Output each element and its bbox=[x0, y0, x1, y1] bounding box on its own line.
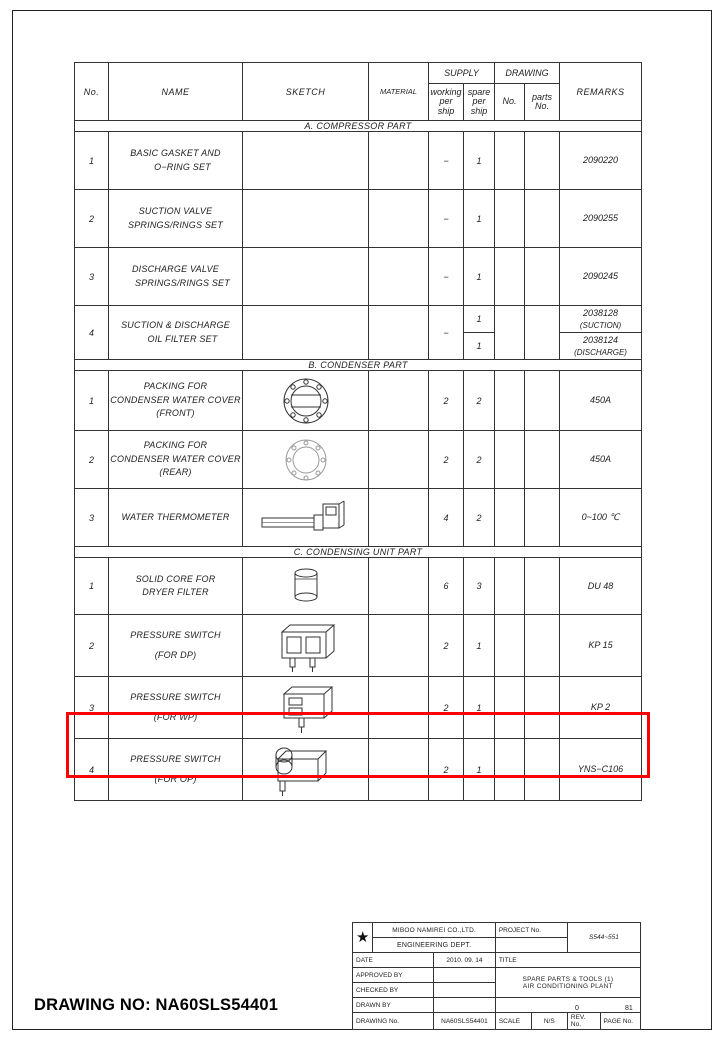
row-name bbox=[109, 248, 243, 306]
table-row bbox=[75, 190, 642, 248]
table-row bbox=[75, 677, 642, 739]
drawing-no-value: NA60SLS54401 bbox=[434, 1013, 496, 1030]
row-remarks: 450A bbox=[560, 431, 642, 489]
row-name bbox=[109, 739, 243, 801]
row-material bbox=[369, 558, 429, 615]
scale-value: N/S bbox=[531, 1013, 567, 1030]
row-drawing-no bbox=[495, 558, 525, 615]
row-no: 4 bbox=[75, 739, 109, 801]
date-label: DATE bbox=[353, 953, 434, 968]
parts-table bbox=[74, 62, 642, 801]
title-block-row-company bbox=[353, 923, 641, 938]
header-drawing: DRAWING bbox=[495, 63, 560, 84]
row-name-line2: DRYER FILTER bbox=[142, 587, 209, 597]
row-parts-no bbox=[525, 739, 560, 801]
row-name-line2: SPRINGS/RINGS SET bbox=[135, 277, 230, 288]
row-spare-b: 1 bbox=[464, 333, 495, 360]
row-remarks: KP 15 bbox=[560, 615, 642, 677]
section-header-c bbox=[75, 547, 642, 558]
row-name-line1: PRESSURE SWITCH bbox=[130, 692, 221, 702]
row-working: − bbox=[429, 248, 464, 306]
row-spare: 1 bbox=[464, 132, 495, 190]
table-row bbox=[75, 431, 642, 489]
header-drawing-parts-no: parts No. bbox=[525, 84, 560, 121]
row-material bbox=[369, 306, 429, 360]
row-name-line1: PRESSURE SWITCH bbox=[130, 630, 221, 640]
row-name-line2: O−RING SET bbox=[154, 161, 211, 172]
row-sketch bbox=[243, 132, 369, 190]
row-spare: 2 bbox=[464, 371, 495, 431]
row-parts-no bbox=[525, 615, 560, 677]
row-working: 4 bbox=[429, 489, 464, 547]
row-name bbox=[109, 489, 243, 547]
row-sketch bbox=[243, 558, 369, 615]
row-material bbox=[369, 739, 429, 801]
section-title: C. CONDENSING UNIT PART bbox=[75, 547, 642, 558]
row-name bbox=[109, 677, 243, 739]
row-spare-a: 1 bbox=[464, 306, 495, 333]
table-row bbox=[75, 132, 642, 190]
row-spare: 1 bbox=[464, 248, 495, 306]
table-row bbox=[75, 739, 642, 801]
remarks-b-line1: 2038124 bbox=[582, 335, 619, 346]
company-logo-icon: ★ bbox=[353, 923, 373, 953]
remarks-b-line2: (DISCHARGE) bbox=[574, 347, 627, 357]
row-remarks: 450A bbox=[560, 371, 642, 431]
row-no: 1 bbox=[75, 132, 109, 190]
row-remarks: 2090220 bbox=[560, 132, 642, 190]
row-material bbox=[369, 615, 429, 677]
row-name-line1: SUCTION VALVE bbox=[138, 206, 213, 216]
rev-no-label-text: REV. No. bbox=[570, 1014, 586, 1028]
approved-by-value bbox=[434, 968, 496, 983]
row-parts-no bbox=[525, 489, 560, 547]
row-working: 2 bbox=[429, 431, 464, 489]
rev-no-label bbox=[567, 1013, 600, 1030]
row-spare: 1 bbox=[464, 615, 495, 677]
title-block-row-drawn bbox=[353, 998, 641, 1013]
row-no: 1 bbox=[75, 558, 109, 615]
row-drawing-no bbox=[495, 248, 525, 306]
title-block-row-approved bbox=[353, 968, 641, 983]
row-material bbox=[369, 248, 429, 306]
row-name bbox=[109, 615, 243, 677]
row-drawing-no bbox=[495, 739, 525, 801]
header-drawing-no: No. bbox=[495, 84, 525, 121]
row-name bbox=[109, 431, 243, 489]
drawing-no-annotation: DRAWING NO: NA60SLS54401 bbox=[34, 996, 279, 1014]
row-working: 2 bbox=[429, 677, 464, 739]
row-remarks: DU 48 bbox=[560, 558, 642, 615]
row-sketch bbox=[243, 248, 369, 306]
row-name-line1: PRESSURE SWITCH bbox=[130, 754, 221, 764]
row-working: 2 bbox=[429, 739, 464, 801]
row-name-line1: BASIC GASKET AND bbox=[130, 148, 221, 158]
title-block-row-date bbox=[353, 953, 641, 968]
row-spare: 3 bbox=[464, 558, 495, 615]
row-name-line1: WATER THERMOMETER bbox=[121, 511, 230, 522]
row-name bbox=[109, 371, 243, 431]
row-spare: 2 bbox=[464, 431, 495, 489]
table-row bbox=[75, 489, 642, 547]
row-no: 4 bbox=[75, 306, 109, 360]
row-remarks: KP 2 bbox=[560, 677, 642, 739]
row-remarks-a bbox=[560, 306, 642, 333]
section-title: A. COMPRESSOR PART bbox=[75, 121, 642, 132]
row-parts-no bbox=[525, 132, 560, 190]
row-drawing-no bbox=[495, 615, 525, 677]
row-spare: 2 bbox=[464, 489, 495, 547]
row-remarks: YNS−C106 bbox=[560, 739, 642, 801]
row-no: 3 bbox=[75, 677, 109, 739]
title-block bbox=[352, 922, 641, 1030]
row-working: 2 bbox=[429, 615, 464, 677]
pressure-switch-wide-icon bbox=[243, 741, 368, 799]
row-parts-no bbox=[525, 306, 560, 360]
title-value bbox=[495, 968, 640, 998]
row-sketch bbox=[243, 739, 369, 801]
table-row-highlighted bbox=[75, 615, 642, 677]
thermometer-icon bbox=[243, 496, 368, 540]
row-working: 2 bbox=[429, 371, 464, 431]
row-name-line1: DISCHARGE VALVE bbox=[131, 264, 220, 274]
row-name-line1: PACKING FOR bbox=[143, 440, 208, 451]
row-no: 1 bbox=[75, 371, 109, 431]
header-supply: SUPPLY bbox=[429, 63, 495, 84]
row-sketch bbox=[243, 489, 369, 547]
project-no-value: S544~551 bbox=[567, 923, 640, 953]
row-name-line2: (FOR OP) bbox=[154, 773, 197, 784]
parts-table-container bbox=[74, 62, 641, 801]
row-drawing-no bbox=[495, 431, 525, 489]
header-supply-working: working per ship bbox=[429, 84, 464, 121]
row-parts-no bbox=[525, 248, 560, 306]
row-drawing-no bbox=[495, 306, 525, 360]
gasket-ring-icon bbox=[243, 375, 368, 427]
company-dept: ENGINEERING DEPT. bbox=[373, 938, 495, 953]
cylinder-icon bbox=[243, 564, 368, 608]
row-name bbox=[109, 558, 243, 615]
pressure-switch-icon bbox=[243, 618, 368, 674]
row-name-line2: CONDENSER WATER COVER bbox=[110, 453, 241, 464]
row-parts-no bbox=[525, 431, 560, 489]
row-name-line2: (FOR WP) bbox=[153, 711, 198, 722]
drawn-by-label: DRAWN BY bbox=[353, 998, 434, 1013]
row-material bbox=[369, 132, 429, 190]
title-value-line1: SPARE PARTS & TOOLS (1) bbox=[522, 975, 614, 983]
scale-label: SCALE bbox=[495, 1013, 531, 1030]
row-working: 6 bbox=[429, 558, 464, 615]
header-remarks: REMARKS bbox=[560, 63, 642, 121]
row-parts-no bbox=[525, 371, 560, 431]
row-name-line1: SOLID CORE FOR bbox=[135, 573, 216, 584]
section-header-b bbox=[75, 360, 642, 371]
row-name-line2: (FOR DP) bbox=[154, 649, 197, 660]
row-no: 3 bbox=[75, 248, 109, 306]
row-spare: 1 bbox=[464, 739, 495, 801]
header-name: NAME bbox=[109, 63, 243, 121]
header-no: No. bbox=[75, 63, 109, 121]
row-name-line1: SUCTION & DISCHARGE bbox=[121, 320, 230, 330]
section-header-a bbox=[75, 121, 642, 132]
row-sketch bbox=[243, 431, 369, 489]
row-drawing-no bbox=[495, 371, 525, 431]
pressure-switch-icon bbox=[243, 680, 368, 736]
row-sketch bbox=[243, 677, 369, 739]
row-remarks: 0~100 ℃ bbox=[560, 489, 642, 547]
table-header-row-1 bbox=[75, 63, 642, 84]
date-value: 2010. 09. 14 bbox=[434, 953, 496, 968]
row-working: − bbox=[429, 190, 464, 248]
table-row bbox=[75, 306, 642, 333]
section-title: B. CONDENSER PART bbox=[75, 360, 642, 371]
row-drawing-no bbox=[495, 132, 525, 190]
row-working: − bbox=[429, 132, 464, 190]
checked-by-label: CHECKED BY bbox=[353, 983, 434, 998]
row-parts-no bbox=[525, 190, 560, 248]
title-spacer bbox=[495, 998, 640, 1013]
row-drawing-no bbox=[495, 677, 525, 739]
header-sketch: SKETCH bbox=[243, 63, 369, 121]
row-no: 2 bbox=[75, 431, 109, 489]
row-name-line2: CONDENSER WATER COVER bbox=[110, 394, 241, 405]
title-label: TITLE bbox=[495, 953, 640, 968]
row-remarks: 2090255 bbox=[560, 190, 642, 248]
row-sketch bbox=[243, 190, 369, 248]
row-material bbox=[369, 431, 429, 489]
row-name-line2: OIL FILTER SET bbox=[147, 333, 218, 344]
row-no: 2 bbox=[75, 615, 109, 677]
rev-no-value: 0 bbox=[575, 1005, 579, 1012]
project-no-spacer bbox=[495, 938, 567, 953]
row-spare: 1 bbox=[464, 677, 495, 739]
page-no-label-text: PAGE No. bbox=[603, 1017, 634, 1025]
row-material bbox=[369, 371, 429, 431]
row-material bbox=[369, 190, 429, 248]
row-name-line3: (FRONT) bbox=[156, 408, 195, 419]
company-name: MIBOO NAMIREI CO.,LTD. bbox=[373, 923, 495, 938]
gasket-ring-icon bbox=[243, 436, 368, 484]
row-working: − bbox=[429, 306, 464, 360]
row-parts-no bbox=[525, 677, 560, 739]
table-row bbox=[75, 558, 642, 615]
row-material bbox=[369, 489, 429, 547]
row-drawing-no bbox=[495, 489, 525, 547]
title-value-line2: AIR CONDITIONING PLANT bbox=[522, 982, 613, 990]
row-sketch bbox=[243, 306, 369, 360]
row-no: 2 bbox=[75, 190, 109, 248]
table-row bbox=[75, 248, 642, 306]
row-name-line2: SPRINGS/RINGS SET bbox=[128, 219, 223, 230]
page-no-value: 81 bbox=[625, 1005, 633, 1012]
row-name-line1: PACKING FOR bbox=[143, 381, 208, 392]
table-row bbox=[75, 371, 642, 431]
row-name bbox=[109, 190, 243, 248]
row-drawing-no bbox=[495, 190, 525, 248]
row-name-line3: (REAR) bbox=[159, 467, 192, 478]
row-parts-no bbox=[525, 558, 560, 615]
row-spare: 1 bbox=[464, 190, 495, 248]
title-block-row-drawing-no bbox=[353, 1013, 641, 1030]
remarks-a-line2: (SUCTION) bbox=[579, 320, 622, 330]
drawing-no-label: DRAWING No. bbox=[353, 1013, 434, 1030]
remarks-a-line1: 2038128 bbox=[582, 308, 619, 319]
row-name bbox=[109, 132, 243, 190]
header-supply-spare: spare per ship bbox=[464, 84, 495, 121]
approved-by-label: APPROVED BY bbox=[353, 968, 434, 983]
row-name bbox=[109, 306, 243, 360]
checked-by-value bbox=[434, 983, 496, 998]
project-no-label: PROJECT No. bbox=[495, 923, 567, 938]
row-sketch bbox=[243, 615, 369, 677]
row-no: 3 bbox=[75, 489, 109, 547]
row-sketch bbox=[243, 371, 369, 431]
row-remarks: 2090245 bbox=[560, 248, 642, 306]
drawn-by-value bbox=[434, 998, 496, 1013]
page-no-label bbox=[600, 1013, 640, 1030]
row-material bbox=[369, 677, 429, 739]
header-material: MATERIAL bbox=[369, 63, 429, 121]
row-remarks-b bbox=[560, 333, 642, 360]
